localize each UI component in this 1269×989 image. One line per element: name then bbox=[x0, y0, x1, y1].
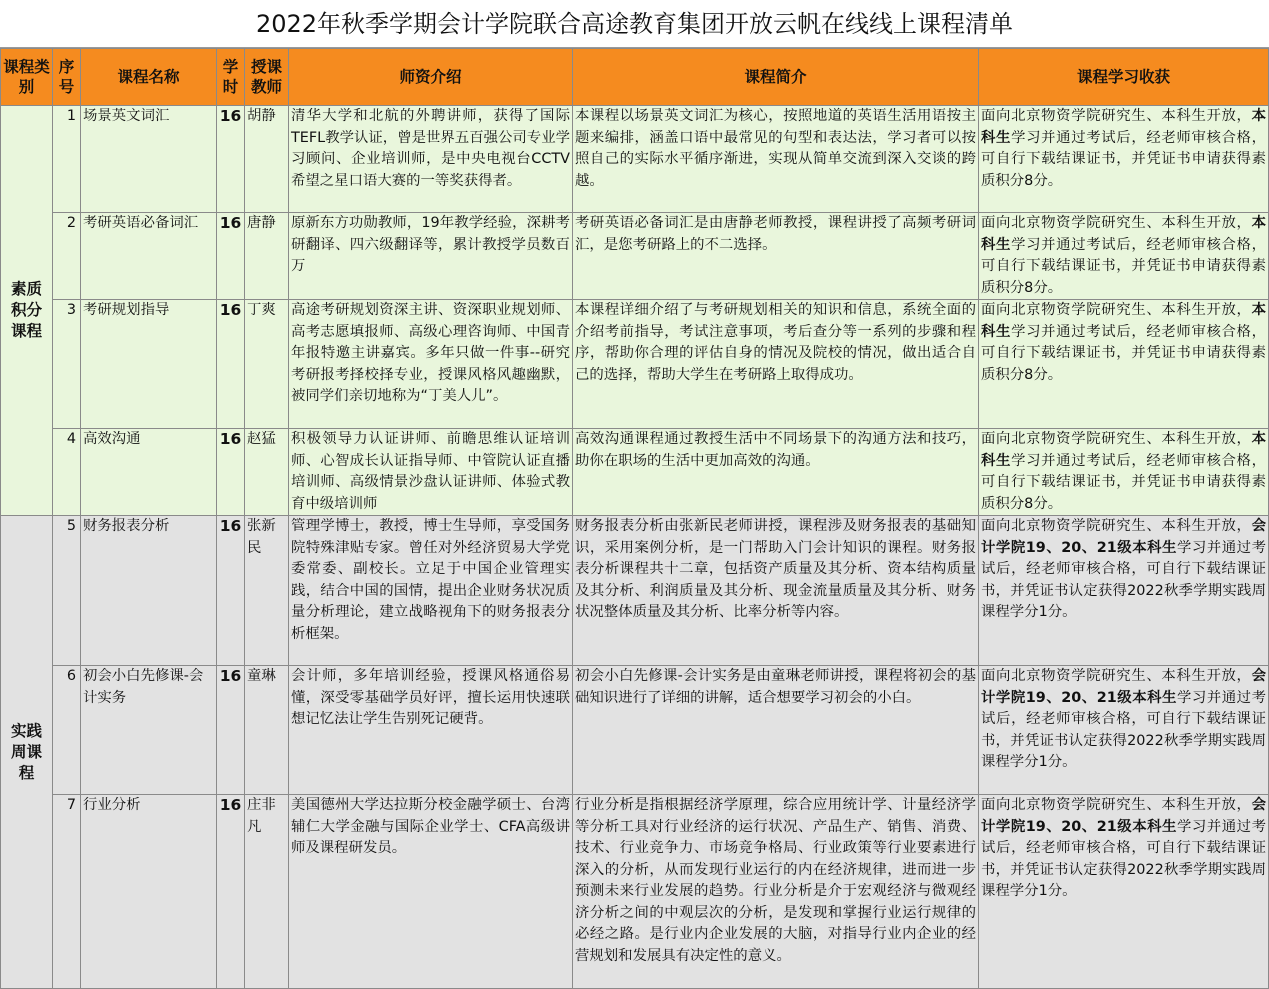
cell-faculty: 管理学博士，教授，博士生导师，享受国务院特殊津贴专家。曾任对外经济贸易大学党委常委、副校长。立足于中国企业管理实践，结合中国的国情，提出企业财务状况质量分析理论，建立战略视角下的财务报表分析框架。 bbox=[289, 516, 573, 666]
gain-text: 面向北京物资学院研究生、本科生开放， bbox=[981, 668, 1252, 684]
cell-hours: 16 bbox=[217, 516, 245, 666]
gain-text: 面向北京物资学院研究生、本科生开放， bbox=[981, 108, 1252, 124]
cell-no: 7 bbox=[53, 795, 81, 989]
cell-intro: 高效沟通课程通过教授生活中不同场景下的沟通方法和技巧，助你在职场的生活中更加高效的沟通。 bbox=[573, 429, 979, 516]
cell-name: 行业分析 bbox=[81, 795, 217, 989]
cell-no: 5 bbox=[53, 516, 81, 666]
gain-emphasis: 本科生 bbox=[981, 431, 1266, 469]
cell-no: 4 bbox=[53, 429, 81, 516]
header-teacher: 授课教师 bbox=[245, 49, 289, 106]
header-intro: 课程简介 bbox=[573, 49, 979, 106]
cell-teacher: 庄非凡 bbox=[245, 795, 289, 989]
cell-teacher: 丁爽 bbox=[245, 300, 289, 429]
category-quality: 素质积分课程 bbox=[1, 106, 53, 516]
table-row bbox=[1, 516, 1269, 666]
gain-emphasis: 本科生 bbox=[981, 215, 1266, 253]
cell-intro: 考研英语必备词汇是由唐静老师教授，课程讲授了高频考研词汇，是您考研路上的不二选择。 bbox=[573, 213, 979, 300]
cell-name: 财务报表分析 bbox=[81, 516, 217, 666]
gain-text: 学习并通过考试后，经老师审核合格，可自行下载结课证书，并凭证书申请获得素质积分8分。 bbox=[981, 236, 1266, 296]
cell-name: 高效沟通 bbox=[81, 429, 217, 516]
category-practice: 实践周课程 bbox=[1, 516, 53, 989]
table-row bbox=[1, 300, 1269, 429]
gain-text: 面向北京物资学院研究生、本科生开放， bbox=[981, 302, 1252, 318]
cell-gain bbox=[979, 213, 1269, 300]
cell-gain bbox=[979, 516, 1269, 666]
header-gain: 课程学习收获 bbox=[979, 49, 1269, 106]
course-table bbox=[0, 48, 1269, 989]
cell-gain bbox=[979, 300, 1269, 429]
cell-no: 6 bbox=[53, 666, 81, 795]
cell-teacher: 唐静 bbox=[245, 213, 289, 300]
cell-intro: 初会小白先修课-会计实务是由童琳老师讲授，课程将初会的基础知识进行了详细的讲解，适合想要学习初会的小白。 bbox=[573, 666, 979, 795]
cell-teacher: 赵猛 bbox=[245, 429, 289, 516]
cell-teacher: 胡静 bbox=[245, 106, 289, 213]
header-category: 课程类别 bbox=[1, 49, 53, 106]
gain-text: 面向北京物资学院研究生、本科生开放， bbox=[981, 518, 1252, 534]
header-name: 课程名称 bbox=[81, 49, 217, 106]
gain-text: 面向北京物资学院研究生、本科生开放， bbox=[981, 431, 1252, 447]
gain-emphasis: 本科生 bbox=[981, 108, 1266, 146]
page-title: 2022年秋季学期会计学院联合高途教育集团开放云帆在线线上课程清单 bbox=[0, 0, 1269, 48]
cell-hours: 16 bbox=[217, 106, 245, 213]
cell-teacher: 张新民 bbox=[245, 516, 289, 666]
cell-gain bbox=[979, 429, 1269, 516]
gain-text: 学习并通过考试后，经老师审核合格，可自行下载结课证书，并凭证书申请获得素质积分8分。 bbox=[981, 129, 1266, 189]
cell-no: 1 bbox=[53, 106, 81, 213]
header-no: 序号 bbox=[53, 49, 81, 106]
gain-text: 学习并通过考试后，经老师审核合格，可自行下载结课证书，并凭证书认定获得2022秋季学期实践周课程学分1分。 bbox=[981, 818, 1266, 899]
cell-name: 初会小白先修课-会计实务 bbox=[81, 666, 217, 795]
cell-teacher: 童琳 bbox=[245, 666, 289, 795]
header-row bbox=[1, 49, 1269, 106]
cell-hours: 16 bbox=[217, 429, 245, 516]
table-row bbox=[1, 795, 1269, 989]
gain-emphasis: 会计学院19、20、21级本科生 bbox=[981, 797, 1266, 835]
cell-faculty: 积极领导力认证讲师、前瞻思维认证培训师、心智成长认证指导师、中管院认证直播培训师、高级情景沙盘认证讲师、体验式教育中级培训师 bbox=[289, 429, 573, 516]
gain-text: 面向北京物资学院研究生、本科生开放， bbox=[981, 215, 1252, 231]
cell-intro: 行业分析是指根据经济学原理，综合应用统计学、计量经济学等分析工具对行业经济的运行状况、产品生产、销售、消费、技术、行业竞争力、市场竞争格局、行业政策等行业要素进行深入的分析，从而发现行业运行的内在经济规律，进而进一步预测未来行业发展的趋势。行业分析是介于宏观经济与微观经济分析之间的中观层次的分析，是发现和掌握行业运行规律的必经之路。是行业内企业发展的大脑，对指导行业内企业的经营规划和发展具有决定性的意义。 bbox=[573, 795, 979, 989]
gain-emphasis: 本科生 bbox=[981, 302, 1266, 340]
cell-gain bbox=[979, 795, 1269, 989]
gain-text: 学习并通过考试后，经老师审核合格，可自行下载结课证书，并凭证书认定获得2022秋季学期实践周课程学分1分。 bbox=[981, 539, 1266, 620]
header-faculty: 师资介绍 bbox=[289, 49, 573, 106]
cell-faculty: 原新东方功勋教师，19年教学经验，深耕考研翻译、四六级翻译等，累计教授学员数百万 bbox=[289, 213, 573, 300]
cell-hours: 16 bbox=[217, 300, 245, 429]
gain-emphasis: 会计学院19、20、21级本科生 bbox=[981, 518, 1266, 556]
gain-text: 学习并通过考试后，经老师审核合格，可自行下载结课证书，并凭证书申请获得素质积分8分。 bbox=[981, 323, 1266, 383]
gain-text: 面向北京物资学院研究生、本科生开放， bbox=[981, 797, 1252, 813]
gain-emphasis: 会计学院19、20、21级本科生 bbox=[981, 668, 1266, 706]
cell-name: 考研规划指导 bbox=[81, 300, 217, 429]
cell-faculty: 美国德州大学达拉斯分校金融学硕士、台湾辅仁大学金融与国际企业学士、CFA高级讲师及课程研发员。 bbox=[289, 795, 573, 989]
cell-intro: 财务报表分析由张新民老师讲授，课程涉及财务报表的基础知识，采用案例分析，是一门帮助入门会计知识的课程。财务报表分析课程共十二章，包括资产质量及其分析、资本结构质量及其分析、利润质量及其分析、现金流量质量及其分析、财务状况整体质量及其分析、比率分析等内容。 bbox=[573, 516, 979, 666]
header-hours: 学时 bbox=[217, 49, 245, 106]
cell-hours: 16 bbox=[217, 666, 245, 795]
cell-no: 2 bbox=[53, 213, 81, 300]
gain-text: 学习并通过考试后，经老师审核合格，可自行下载结课证书，并凭证书申请获得素质积分8分。 bbox=[981, 452, 1266, 512]
table-row bbox=[1, 213, 1269, 300]
cell-gain bbox=[979, 106, 1269, 213]
cell-intro: 本课程详细介绍了与考研规划相关的知识和信息，系统全面的介绍考前指导，考试注意事项，考后查分等一系列的步骤和程序，帮助你合理的评估自身的情况及院校的情况，做出适合自己的选择，帮助大学生在考研路上取得成功。 bbox=[573, 300, 979, 429]
cell-intro: 本课程以场景英文词汇为核心，按照地道的英语生活用语按主题来编排，涵盖口语中最常见的句型和表达法，学习者可以按照自己的实际水平循序渐进，实现从简单交流到深入交谈的跨越。 bbox=[573, 106, 979, 213]
cell-faculty: 会计师，多年培训经验，授课风格通俗易懂，深受零基础学员好评，擅长运用快速联想记忆法让学生告别死记硬背。 bbox=[289, 666, 573, 795]
cell-gain bbox=[979, 666, 1269, 795]
cell-name: 考研英语必备词汇 bbox=[81, 213, 217, 300]
cell-faculty: 清华大学和北航的外聘讲师，获得了国际TEFL教学认证，曾是世界五百强公司专业学习顾问、企业培训师，是中央电视台CCTV希望之星口语大赛的一等奖获得者。 bbox=[289, 106, 573, 213]
cell-hours: 16 bbox=[217, 795, 245, 989]
table-row bbox=[1, 666, 1269, 795]
cell-name: 场景英文词汇 bbox=[81, 106, 217, 213]
cell-hours: 16 bbox=[217, 213, 245, 300]
gain-text: 学习并通过考试后，经老师审核合格，可自行下载结课证书，并凭证书认定获得2022秋季学期实践周课程学分1分。 bbox=[981, 689, 1266, 770]
cell-no: 3 bbox=[53, 300, 81, 429]
table-row bbox=[1, 429, 1269, 516]
cell-faculty: 高途考研规划资深主讲、资深职业规划师、高考志愿填报师、高级心理咨询师、中国青年报特邀主讲嘉宾。多年只做一件事--研究考研报考择校择专业，授课风格风趣幽默，被同学们亲切地称为“丁美人儿”。 bbox=[289, 300, 573, 429]
table-row bbox=[1, 106, 1269, 213]
